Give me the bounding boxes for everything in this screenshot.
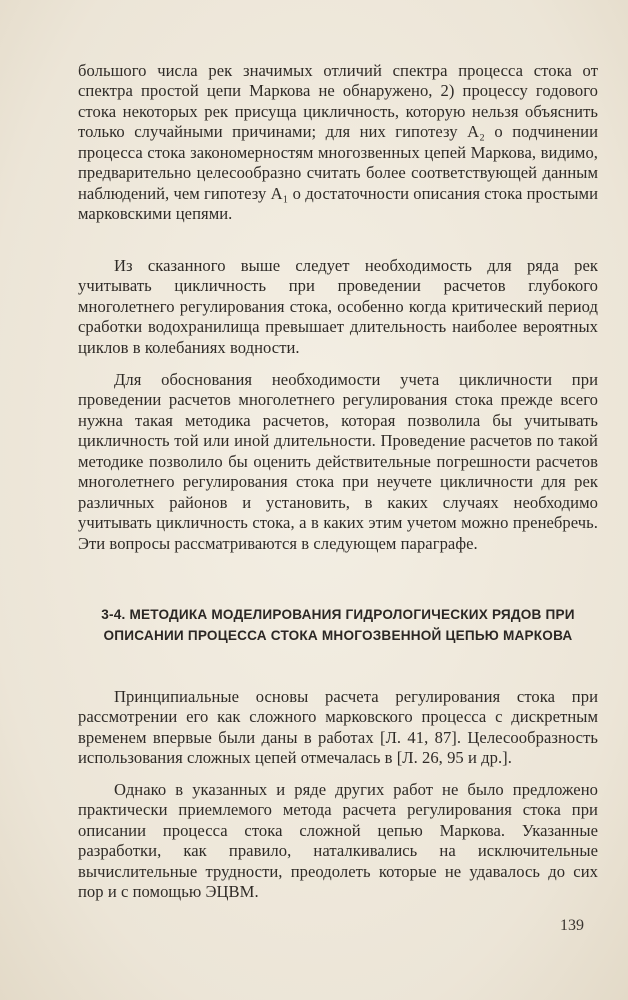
paragraph-continuation: большого числа рек значимых отличий спектра процесса стока от спектра простой цепи Маркова не обнаружено, 2) процессу годового стока некоторых рек присуща цикличность, которую нельзя объяснить только случайными причинами; для них гипотезу A₂ о подчинении процесса стока закономерностям многозвенных цепей Маркова, видимо, предварительно целесообразно считать более соответствующей данным наблюдений, чем гипотезу A₁ о достаточности описания стока простыми марковскими цепями. — [78, 61, 599, 224]
page-number: 139 — [560, 917, 584, 934]
section-heading: 3-4. МЕТОДИКА МОДЕЛИРОВАНИЯ ГИДРОЛОГИЧЕСКИХ РЯДОВ ПРИ ОПИСАНИИ ПРОЦЕССА СТОКА МНОГОЗВЕННОЙ ЦЕПЬЮ МАРКОВА — [101, 607, 575, 643]
paragraph-justification: Для обоснования необходимости учета цикличности при проведении расчетов многолетнего регулирования стока прежде всего нужна такая методика расчетов, которая позволила бы учитывать цикличность той или иной длительности. Проведение расчетов по такой методике позволило бы оценить действительные погрешности расчетов многолетнего регулирования стока при неучете цикличности для рек различных районов и установить, в каких случаях необходимо учитывать цикличность стока, а в каких этим учетом можно пренебречь. Эти вопросы рассматриваются в следующем параграфе. — [78, 370, 598, 553]
paragraph-difficulties: Однако в указанных и ряде других работ не было предложено практически приемлемого метода расчета регулирования стока при описании процесса стока сложной цепью Маркова. Указанные разработки, как правило, наталкивались на исключительные вычислительные трудности, преодолеть которые не удавалось до сих пор и с помощью ЭЦВМ. — [78, 780, 598, 902]
paragraph-principles: Принципиальные основы расчета регулирования стока при рассмотрении его как сложного марковского процесса с дискретным временем впервые были даны в работах [Л. 41, 87]. Целесообразность использования сложных цепей отмечалась в [Л. 26, 95 и др.]. — [78, 687, 598, 768]
paragraph-conclusion: Из сказанного выше следует необходимость для ряда рек учитывать цикличность при проведении расчетов глубокого многолетнего регулирования стока, особенно когда критический период сработки водохранилища превышает длительность наиболее вероятных циклов в колебаниях водности. — [78, 256, 598, 357]
